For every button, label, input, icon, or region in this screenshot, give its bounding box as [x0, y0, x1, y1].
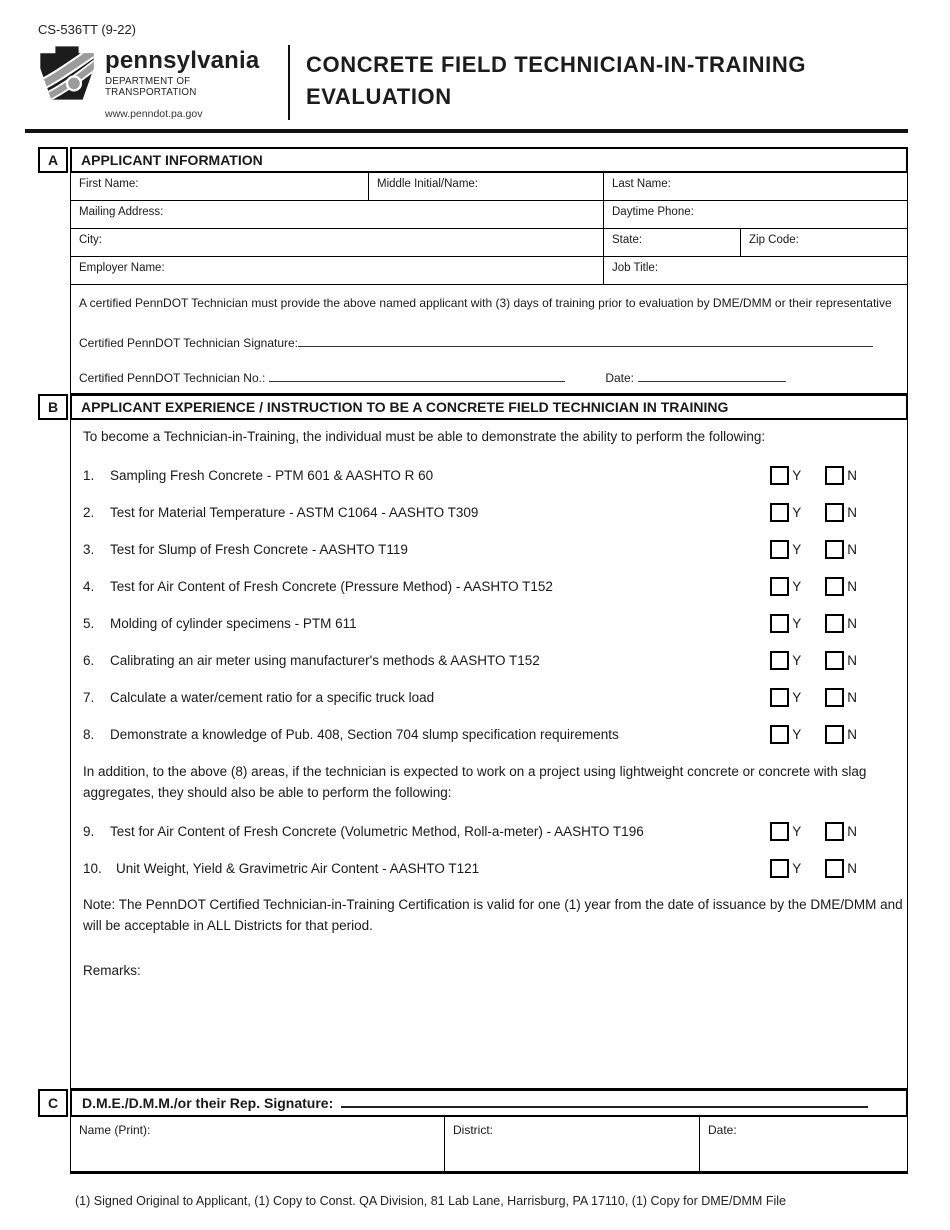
- job-title-field[interactable]: [604, 257, 907, 284]
- item-4-row: [83, 577, 907, 597]
- penndot-logo: [38, 45, 274, 120]
- item-9-yes-label: Y: [792, 823, 802, 839]
- item-3-yes-checkbox[interactable]: [770, 540, 789, 559]
- zip-code-field[interactable]: [741, 229, 907, 256]
- last-name-field[interactable]: [604, 173, 907, 200]
- item-9-number: 9.: [83, 823, 95, 839]
- additional-intro: In addition, to the above (8) areas, if the technician is expected to work on a project using lightweight concrete or concrete with slag aggregates, they should also be able to perform the following:: [83, 763, 867, 800]
- item-5-yes-label: Y: [792, 616, 802, 632]
- item-7-yes-checkbox[interactable]: [770, 688, 789, 707]
- section-a-header: [38, 147, 908, 173]
- technician-date-label: Date:: [605, 370, 635, 385]
- experience-intro: To become a Technician-in-Training, the individual must be able to demonstrate the ability to perform the following:: [83, 428, 766, 444]
- keystone-logo-icon: [38, 45, 96, 106]
- logo-text: [105, 45, 274, 120]
- item-4-no-checkbox[interactable]: [825, 577, 844, 596]
- item-1-yes-label: Y: [792, 468, 802, 484]
- item-4-yes-checkbox[interactable]: [770, 577, 789, 596]
- item-1-row: [83, 466, 907, 486]
- item-8-yes-checkbox[interactable]: [770, 725, 789, 744]
- mailing-address-field[interactable]: [71, 201, 604, 228]
- item-6-text: Calibrating an air meter using manufacturer's methods & AASHTO T152: [110, 653, 540, 669]
- item-3-no-checkbox[interactable]: [825, 540, 844, 559]
- certification-note: A certified PennDOT Technician must provide the above named applicant with (3) days of training prior to evaluation by DME/DMM or their representative: [79, 296, 892, 310]
- item-6-no-label: N: [847, 653, 857, 669]
- daytime-phone-label: Daytime Phone:: [612, 206, 694, 218]
- item-10-row: [83, 858, 907, 878]
- agency-department: DEPARTMENT OF TRANSPORTATION: [105, 76, 197, 98]
- item-2-number: 2.: [83, 505, 95, 521]
- item-6-number: 6.: [83, 653, 95, 669]
- item-4-yes-label: Y: [792, 579, 802, 595]
- technician-signature-line[interactable]: [298, 334, 873, 347]
- item-10-yes-label: Y: [792, 860, 802, 876]
- validity-note: Note: The PennDOT Certified Technician-in-Training Certification is valid for one (1) year from the date of issuance by the DME/DMM and will be acceptable in ALL Districts for that period.: [83, 897, 903, 934]
- item-2-no-checkbox[interactable]: [825, 503, 844, 522]
- item-10-yes-checkbox[interactable]: [770, 859, 789, 878]
- middle-initial-label: Middle Initial/Name:: [377, 178, 478, 190]
- item-10-text: Unit Weight, Yield & Gravimetric Air Content - AASHTO T121: [116, 860, 480, 876]
- date-label: Date:: [708, 1122, 737, 1137]
- item-10-no-label: N: [847, 860, 857, 876]
- remarks-label: Remarks:: [83, 963, 141, 979]
- item-6-row: [83, 651, 907, 671]
- mailing-address-label: Mailing Address:: [79, 206, 164, 218]
- form-number: CS-536TT (9-22): [38, 22, 137, 37]
- form-header: [38, 45, 908, 120]
- item-4-no-label: N: [847, 579, 857, 595]
- item-1-no-label: N: [847, 468, 857, 484]
- state-label: State:: [612, 234, 643, 246]
- item-7-row: [83, 688, 907, 708]
- city-field[interactable]: [71, 229, 604, 256]
- item-6-yes-checkbox[interactable]: [770, 651, 789, 670]
- item-2-row: [83, 503, 907, 523]
- dme-signature-row: [70, 1089, 908, 1117]
- item-9-yes-checkbox[interactable]: [770, 822, 789, 841]
- district-field[interactable]: [445, 1117, 700, 1171]
- item-8-text: Demonstrate a knowledge of Pub. 408, Section 704 slump specification requirements: [110, 727, 619, 743]
- state-field[interactable]: [604, 229, 741, 256]
- item-9-text: Test for Air Content of Fresh Concrete (Volumetric Method, Roll-a-meter) - AASHTO T196: [110, 823, 644, 839]
- item-7-yes-label: Y: [792, 690, 802, 706]
- item-9-row: [83, 821, 907, 841]
- item-8-row: [83, 725, 907, 745]
- dme-info-table: [70, 1117, 908, 1174]
- item-7-no-checkbox[interactable]: [825, 688, 844, 707]
- item-4-number: 4.: [83, 579, 95, 595]
- section-a-title: APPLICANT INFORMATION: [70, 147, 908, 173]
- item-1-no-checkbox[interactable]: [825, 466, 844, 485]
- job-title-label: Job Title:: [612, 262, 659, 274]
- section-b-letter: B: [38, 394, 68, 420]
- section-c-letter: C: [38, 1089, 68, 1117]
- last-name-label: Last Name:: [612, 178, 671, 190]
- item-6-no-checkbox[interactable]: [825, 651, 844, 670]
- dme-signature-label: D.M.E./D.M.M./or their Rep. Signature:: [82, 1094, 334, 1111]
- item-10-number: 10.: [83, 860, 102, 876]
- agency-website: www.penndot.pa.gov: [105, 108, 203, 120]
- section-c-header: [38, 1089, 908, 1117]
- item-1-text: Sampling Fresh Concrete - PTM 601 & AASHTO R 60: [110, 468, 434, 484]
- employer-name-field[interactable]: [71, 257, 604, 284]
- agency-name: pennsylvania: [105, 47, 260, 74]
- first-name-label: First Name:: [79, 178, 139, 190]
- item-5-number: 5.: [83, 616, 95, 632]
- date-field[interactable]: [700, 1117, 907, 1171]
- item-1-yes-checkbox[interactable]: [770, 466, 789, 485]
- item-5-row: [83, 614, 907, 634]
- form-title-line2: EVALUATION: [306, 83, 452, 109]
- name-print-field[interactable]: [71, 1117, 445, 1171]
- first-name-field[interactable]: [71, 173, 369, 200]
- item-10-no-checkbox[interactable]: [825, 859, 844, 878]
- city-label: City:: [79, 234, 102, 246]
- technician-date-line[interactable]: [638, 369, 786, 382]
- item-8-no-checkbox[interactable]: [825, 725, 844, 744]
- district-label: District:: [453, 1122, 493, 1137]
- item-2-text: Test for Material Temperature - ASTM C1064 - AASHTO T309: [110, 505, 479, 521]
- section-a-letter: A: [38, 147, 68, 173]
- technician-signature-label: Certified PennDOT Technician Signature:: [79, 335, 299, 350]
- technician-no-line[interactable]: [269, 369, 565, 382]
- employer-name-label: Employer Name:: [79, 262, 165, 274]
- item-4-text: Test for Air Content of Fresh Concrete (Pressure Method) - AASHTO T152: [110, 579, 553, 595]
- item-7-number: 7.: [83, 690, 95, 706]
- item-8-yes-label: Y: [792, 727, 802, 743]
- item-7-no-label: N: [847, 690, 857, 706]
- middle-initial-field[interactable]: [369, 173, 604, 200]
- form-title: [290, 45, 806, 120]
- item-3-number: 3.: [83, 542, 95, 558]
- item-3-no-label: N: [847, 542, 857, 558]
- item-2-yes-checkbox[interactable]: [770, 503, 789, 522]
- daytime-phone-field[interactable]: [604, 201, 907, 228]
- section-b-title: APPLICANT EXPERIENCE / INSTRUCTION TO BE A CONCRETE FIELD TECHNICIAN IN TRAINING: [70, 394, 908, 420]
- item-3-text: Test for Slump of Fresh Concrete - AASHTO T119: [110, 542, 408, 558]
- item-5-yes-checkbox[interactable]: [770, 614, 789, 633]
- form-title-line1: CONCRETE FIELD TECHNICIAN-IN-TRAINING: [306, 52, 807, 77]
- header-rule: [25, 129, 908, 133]
- section-b-header: [38, 394, 908, 420]
- name-print-label: Name (Print):: [79, 1122, 151, 1137]
- zip-code-label: Zip Code:: [749, 234, 799, 246]
- item-5-text: Molding of cylinder specimens - PTM 611: [110, 616, 357, 632]
- technician-no-label: Certified PennDOT Technician No.:: [79, 370, 266, 385]
- item-5-no-checkbox[interactable]: [825, 614, 844, 633]
- item-5-no-label: N: [847, 616, 857, 632]
- item-7-text: Calculate a water/cement ratio for a specific truck load: [110, 690, 435, 706]
- item-3-row: [83, 540, 907, 560]
- item-8-number: 8.: [83, 727, 95, 743]
- item-3-yes-label: Y: [792, 542, 802, 558]
- applicant-info-table: [70, 173, 908, 394]
- remarks-area[interactable]: [83, 978, 907, 1078]
- item-1-number: 1.: [83, 468, 95, 484]
- item-6-yes-label: Y: [792, 653, 802, 669]
- distribution-note: (1) Signed Original to Applicant, (1) Copy to Const. QA Division, 81 Lab Lane, Harrisburg, PA 17110, (1) Copy for DME/DMM File: [75, 1193, 786, 1208]
- item-2-no-label: N: [847, 505, 857, 521]
- item-9-no-checkbox[interactable]: [825, 822, 844, 841]
- certification-block: [71, 285, 907, 393]
- item-2-yes-label: Y: [792, 505, 802, 521]
- item-9-no-label: N: [847, 823, 857, 839]
- experience-section-body: [70, 420, 908, 1089]
- item-8-no-label: N: [847, 727, 857, 743]
- dme-signature-line[interactable]: [341, 1096, 868, 1108]
